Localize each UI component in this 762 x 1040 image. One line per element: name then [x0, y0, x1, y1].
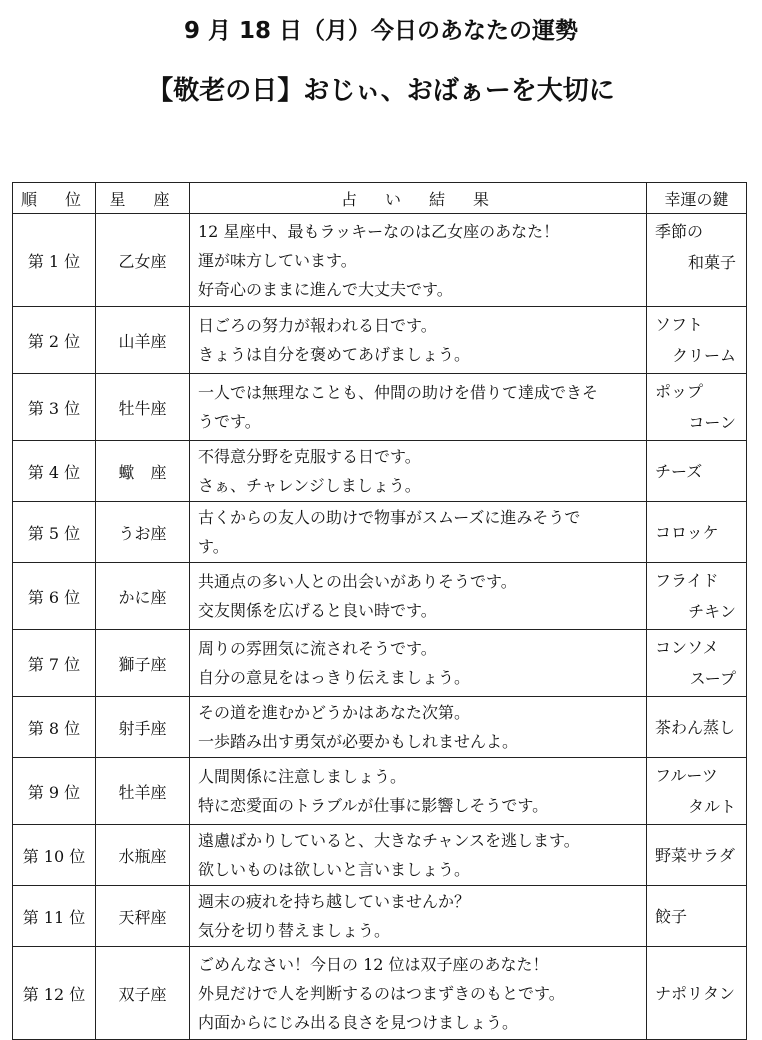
- lucky-key-line: ソフト: [655, 315, 704, 334]
- table-row: [13, 563, 747, 630]
- lucky-key-line: ナポリタン: [655, 983, 736, 1003]
- sign-cell: 乙女座: [96, 214, 190, 307]
- result-cell: [190, 502, 647, 563]
- result-line: 共通点の多い人との出会いがありそうです。: [198, 572, 517, 591]
- sign-cell: 山羊座: [96, 307, 190, 374]
- rank-cell: 第 2 位: [13, 307, 96, 374]
- table-row: [13, 758, 747, 825]
- header-result: 占 い 結 果: [190, 183, 647, 214]
- result-line: 日ごろの努力が報われる日です。: [198, 316, 437, 335]
- sign-cell: 牡牛座: [96, 374, 190, 441]
- lucky-key-cell: [647, 214, 747, 307]
- header-key: 幸運の鍵: [647, 183, 747, 214]
- result-line: さぁ、チャレンジしましょう。: [198, 476, 421, 495]
- lucky-key-cell: [647, 886, 747, 947]
- result-cell: [190, 758, 647, 825]
- result-line: ごめんなさい！今日の 12 位は双子座のあなた！: [198, 954, 549, 974]
- result-cell: [190, 825, 647, 886]
- lucky-key-line: 茶わん蒸し: [655, 717, 736, 737]
- lucky-key-line: コーン: [688, 413, 736, 432]
- lucky-key-line: チキン: [688, 602, 736, 621]
- lucky-key-line: タルト: [687, 797, 736, 816]
- rank-cell: 第 1 位: [13, 214, 96, 307]
- table-row: [13, 630, 747, 697]
- lucky-key-line: 季節の: [655, 222, 704, 241]
- lucky-key-cell: [647, 825, 747, 886]
- rank-cell: 第 3 位: [13, 374, 96, 441]
- result-cell: [190, 630, 647, 697]
- result-line: 内面からにじみ出る良さを見つけましょう。: [198, 1012, 519, 1032]
- result-line: 欲しいものは欲しいと言いましょう。: [198, 860, 471, 879]
- sign-cell: 水瓶座: [96, 825, 190, 886]
- lucky-key-line: フルーツ: [655, 766, 718, 785]
- lucky-key-line: フライド: [655, 571, 719, 590]
- result-line: 気分を切り替えましょう。: [198, 921, 391, 940]
- lucky-key-line: チーズ: [655, 461, 703, 481]
- result-line: 人間関係に注意しましょう。: [198, 767, 407, 786]
- rank-cell: 第 10 位: [13, 825, 96, 886]
- sign-cell: 天秤座: [96, 886, 190, 947]
- result-cell: [190, 374, 647, 441]
- table-row: [13, 214, 747, 307]
- result-line: 交友関係を広げると良い時です。: [198, 601, 437, 620]
- lucky-key-line: スープ: [689, 669, 736, 688]
- rank-cell: 第 5 位: [13, 502, 96, 563]
- lucky-key-cell: [647, 758, 747, 825]
- rank-cell: 第 6 位: [13, 563, 96, 630]
- table-row: [13, 697, 747, 758]
- result-line: 好奇心のままに進んで大丈夫です。: [198, 279, 453, 299]
- result-line: 遠慮ばかりしていると、大きなチャンスを逃します。: [198, 831, 580, 850]
- sign-cell: 獅子座: [96, 630, 190, 697]
- header-rank: 順 位: [13, 183, 96, 214]
- lucky-key-line: ポップ: [655, 382, 704, 401]
- result-cell: [190, 441, 647, 502]
- result-line: 古くからの友人の助けで物事がスムーズに進みそうで: [198, 508, 581, 527]
- lucky-key-cell: [647, 502, 747, 563]
- header-sign: 星 座: [96, 183, 190, 214]
- result-line: 特に恋愛面のトラブルが仕事に影響しそうです。: [198, 796, 549, 815]
- page-subtitle: 【敬老の日】おじぃ、おばぁーを大切に: [147, 76, 615, 106]
- lucky-key-cell: [647, 947, 747, 1040]
- sign-cell: うお座: [96, 502, 190, 563]
- lucky-key-line: 餃子: [655, 906, 688, 926]
- lucky-key-cell: [647, 630, 747, 697]
- result-cell: [190, 886, 647, 947]
- rank-cell: 第 4 位: [13, 441, 96, 502]
- horoscope-table: [12, 182, 747, 1040]
- result-cell: [190, 214, 647, 307]
- table-row: [13, 441, 747, 502]
- result-cell: [190, 697, 647, 758]
- lucky-key-cell: [647, 374, 747, 441]
- result-cell: [190, 563, 647, 630]
- result-line: うです。: [198, 412, 261, 431]
- sign-cell: 双子座: [96, 947, 190, 1040]
- sign-cell: 牡羊座: [96, 758, 190, 825]
- lucky-key-cell: [647, 563, 747, 630]
- lucky-key-cell: [647, 441, 747, 502]
- table-row: [13, 947, 747, 1040]
- result-line: 12 星座中、最もラッキーなのは乙女座のあなた！: [198, 221, 560, 241]
- result-line: 周りの雰囲気に流されそうです。: [198, 639, 437, 658]
- result-line: 週末の疲れを持ち越していませんか？: [198, 892, 471, 911]
- result-line: その道を進むかどうかはあなた次第。: [198, 703, 471, 722]
- lucky-key-line: 和菓子: [687, 253, 736, 272]
- lucky-key-cell: [647, 697, 747, 758]
- lucky-key-line: 野菜サラダ: [655, 845, 735, 865]
- rank-cell: 第 11 位: [13, 886, 96, 947]
- table-row: [13, 374, 747, 441]
- rank-cell: 第 8 位: [13, 697, 96, 758]
- result-line: 自分の意見をはっきり伝えましょう。: [198, 668, 471, 687]
- result-line: 一歩踏み出す勇気が必要かもしれませんよ。: [198, 732, 519, 751]
- table-row: [13, 825, 747, 886]
- result-line: 不得意分野を克服する日です。: [198, 447, 421, 466]
- result-line: 一人では無理なことも、仲間の助けを借りて達成できそ: [198, 383, 599, 402]
- result-line: 外見だけで人を判断するのはつまずきのもとです。: [198, 983, 565, 1003]
- table-row: [13, 307, 747, 374]
- result-line: す。: [198, 537, 229, 556]
- result-line: 運が味方しています。: [198, 250, 357, 270]
- result-cell: [190, 307, 647, 374]
- page-title: 9 月 18 日（月）今日のあなたの運勢: [183, 18, 579, 44]
- sign-cell: かに座: [96, 563, 190, 630]
- table-row: [13, 502, 747, 563]
- sign-cell: 蠍 座: [96, 441, 190, 502]
- lucky-key-line: コンソメ: [655, 638, 719, 657]
- table-body: [13, 214, 747, 1040]
- table-header-row: [13, 183, 747, 214]
- table-row: [13, 886, 747, 947]
- lucky-key-cell: [647, 307, 747, 374]
- result-cell: [190, 947, 647, 1040]
- rank-cell: 第 9 位: [13, 758, 96, 825]
- result-line: きょうは自分を褒めてあげましょう。: [198, 345, 471, 364]
- rank-cell: 第 7 位: [13, 630, 96, 697]
- lucky-key-line: クリーム: [671, 346, 736, 365]
- lucky-key-line: コロッケ: [655, 522, 719, 542]
- sign-cell: 射手座: [96, 697, 190, 758]
- rank-cell: 第 12 位: [13, 947, 96, 1040]
